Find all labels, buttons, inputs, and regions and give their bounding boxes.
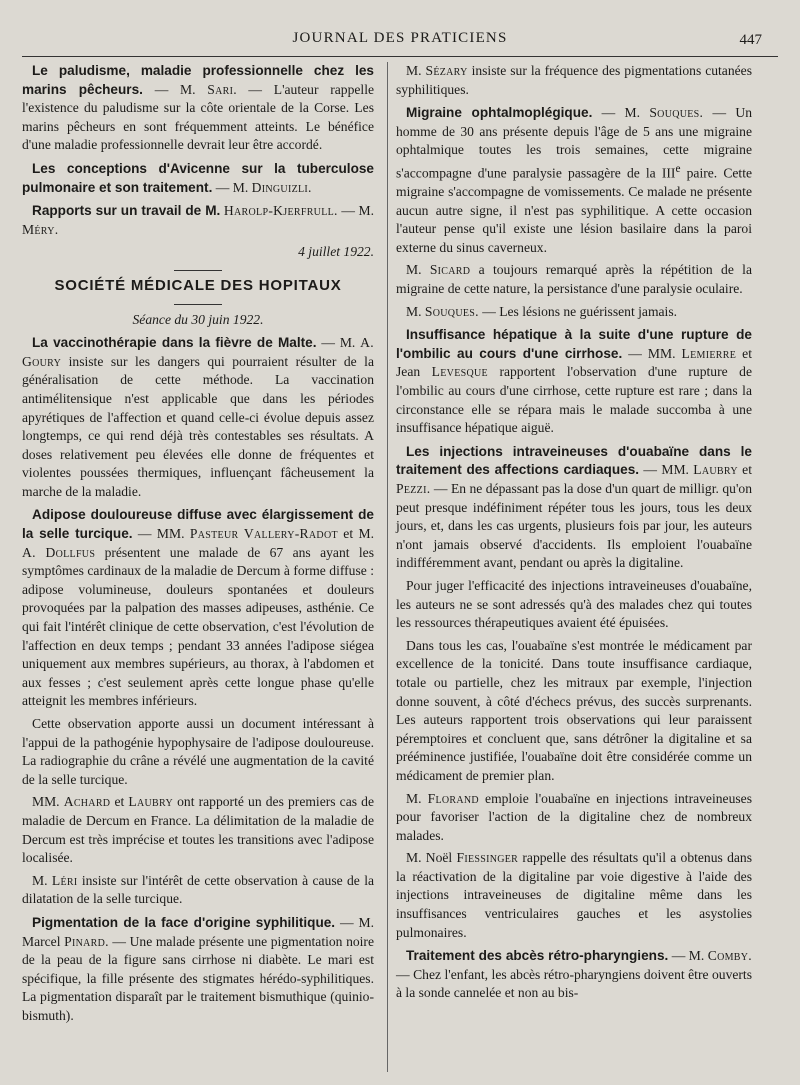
entry-text: En ne dépassant pas la dose d'un quart de milligr. qu'on peut presque indéfiniment répéter tous les jours, tous les deux jours, et, dans les cas urgents, plusieurs fois par jour, les auteurs n'ont jamais observé d'accidents. Ils emploient l'ouabaïne indifféremment avant, pendant ou après la digitaline. [396, 481, 752, 571]
entry-sicard: M. Sicard a toujours remarqué après la répétition de la migraine de cette nature, la persistance d'une paralysie oculaire. [396, 262, 752, 297]
entry-florand: M. Florand emploie l'ouabaïne en injections intraveineuses pour favoriser l'action de la digitaline chez de nombreux malades. [396, 790, 752, 843]
entry-text: paire. Cette migraine s'accompagne de vomissements. Ce malade ne présente aucun autre signe, il n'est pas syphilitique. A cette occasion l'auteur pense qu'il existe une lésion basilaire dans la paroi externe du sinus caverneux. [396, 165, 753, 255]
entry-title: Migraine ophtalmoplégique. [406, 105, 593, 121]
journal-title: JOURNAL DES PRATICIENS [292, 30, 508, 46]
entry-text: Chez l'enfant, les abcès rétro-pharyngiens doivent être ouverts à la sonde cannelée et non au bis- [396, 966, 753, 1001]
left-column [22, 62, 374, 1026]
entry-title: Insuffisance hépatique à la suite d'une rupture de l'ombilic au cours d'une cirrhose. [396, 327, 752, 361]
section-title: SOCIÉTÉ MÉDICALE DES HOPITAUX [54, 276, 342, 294]
entry-author: Souques. [424, 303, 479, 319]
entry-leri: M. Léri insiste sur l'intérêt de cette observation à cause de la dilatation de la selle turcique. [22, 872, 374, 907]
section-rule [174, 270, 222, 271]
entry-insuffisance: Insuffisance hépatique à la suite d'une rupture de l'ombilic au cours d'une cirrhose. — MM. Lemierre et Jean Levesque rapportent l'observation d'une rupture de l'ombilic au cours d'une cirrhose, cette rupture est rare ; dans la circonstance elle se répara mais le malade succomba à une insuffisance hépatique aiguë. [396, 327, 752, 436]
session-date: Séance du 30 juin 1922. [132, 311, 264, 327]
entry-author: Dinguizli. [251, 179, 312, 195]
right-column [396, 62, 752, 1003]
entry-achard: MM. Achard et Laubry ont rapporté un des premiers cas de maladie de Dercum en France. La délimitation de la maladie de Dercum est très imprécise et toutes les transitions avec l'adipose localisée. [22, 794, 374, 866]
entry-migraine: Migraine ophtalmoplégique. — M. Souques. — Un homme de 30 ans présente depuis l'âge de 5 ans une migraine ophtalmique toutes les trois semaines, cette migraine s'accompagne d'une paralysie passagère de la IIIe paire. Cette migraine s'accompagne de vomissements. Ce malade ne présente aucun autre signe, il n'est pas syphilitique. A cette occasion l'auteur pense qu'il existe une lésion basilaire dans la paroi externe du sinus caverneux. [396, 105, 753, 255]
entry-author: Laubry [693, 462, 738, 478]
entry-author: Léri [51, 872, 78, 888]
superscript: e [675, 162, 681, 175]
entry-text: insiste sur la fréquence des pigmentations cutanées syphilitiques. [396, 63, 752, 97]
entry-title: Les injections intraveineuses d'ouabaïne dans le traitement des affections cardiaques. [396, 443, 752, 478]
entry-fiessinger: M. Noël Fiessinger rappelle des résultats qu'il a obtenus dans la réactivation de la digitaline par voie digestive à l'aide des injections intraveineuses de digitaline même dans les insuffisances ventriculaires gauches et les asystolies pulmonaires. [396, 850, 752, 940]
entry-text: L'auteur rappelle l'existence du paludisme sur la côte orientale de la Corse. Les marins pêcheurs en sont fréquemment atteints. Le bénéfice d'une maladie professionnelle devrait leur être accordé. [22, 81, 375, 153]
entry-author: Souques. [649, 105, 704, 121]
entry-avicenne: Les conceptions d'Avicenne sur la tuberculose pulmonaire et son traitement. — M. Dinguizli. [22, 160, 374, 195]
entry-text: ont rapporté un des premiers cas de maladie de Dercum en France. La délimitation de la maladie de Dercum est très imprécise et toutes les transitions avec l'adipose localisée. [22, 794, 374, 866]
entry-author: Sézary [425, 63, 468, 78]
page-header [0, 30, 800, 52]
entry-vaccinotherapie: La vaccinothérapie dans la fièvre de Malte. — M. A. Goury insiste sur les dangers qui pourraient résulter de la généralisation de cette méthode. La vaccination antimélitensique n'est applicable que dans les périodes apyrétiques de l'affection et quand celle-ci évolue depuis assez longtemps, ce qui rend déjà très contestables ses résultats. A doses relativement peu élevées elle donne de fréquentes et violentes poussées thermiques, influençant fâcheusement la marche de la maladie. [22, 335, 374, 499]
entry-author-first: Noël [425, 850, 453, 866]
entry-ouabaine-cont: Pour juger l'efficacité des injections intraveineuses d'ouabaïne, les auteurs ne se sont adressés qu'à des malades chez qui toutes les ressources thérapeutiques avaient été épuisées. [396, 577, 752, 631]
entry-author: Sicard [429, 262, 471, 278]
entry-text: présentent une malade de 67 ans ayant les symptômes cardinaux de la maladie de Dercum à forme diffuse : adipose volumineuse, douleurs spontanées et douleurs provoquées par la palpation des masses adipeuses, asthénie. Ce qui fait l'intérêt clinique de cette observation, c'est l'évolution de l'affection en deux temps ; pendant 33 années l'adipose siégea uniquement aux membres supérieurs, au thorax, à l'abdomen et aux fesses ; c'est seulement après cette longue phase qu'elle atteignit les membres inférieurs. [22, 544, 375, 709]
entry-text: Une malade présente une pigmentation noire de la peau de la figure sans cirrhose ni diabète. Le mari est spécifique, la fille présente des stigmates hérédo-syphilitiques. La pigmentation disparaît par le traitement bismuthique (quinio-bismuth). [22, 933, 374, 1023]
entry-title: Le paludisme, maladie professionnelle chez les marins pêcheurs. [22, 63, 374, 97]
entry-author-first: Jean [396, 364, 421, 380]
entry-souques: M. Souques. — Les lésions ne guérissent jamais. [406, 303, 678, 319]
entry-author: Achard [63, 794, 111, 810]
entry-title: Traitement des abcès rétro-pharyngiens. [406, 948, 669, 964]
column-divider [387, 62, 388, 1072]
entry-ouabaine-cont: Dans tous les cas, l'ouabaïne s'est montrée le médicament par excellence de la tonicité. Dans toute insuffisance cardiaque, totale ou partielle, chez les mitraux par exemple, l'injection donne souvent, à côté d'échecs prévus, des succès surprenants. Les auteurs rapportent trois observations qui leur paraissent péremptoires et concluent que, sans détrôner la digitaline et sa prééminence justifiée, l'ouabaïne doit être considérée comme un médicament de premier plan. [396, 637, 752, 783]
entry-title: Les conceptions d'Avicenne sur la tuberculose pulmonaire et son traitement. [22, 160, 374, 195]
entry-author: Méry. [22, 221, 59, 237]
entry-pigmentation: Pigmentation de la face d'origine syphilitique. — M. Marcel Pinard. — Une malade présente une pigmentation noire de la peau de la figure sans cirrhose ni diabète. Le mari est spécifique, la fille présente des stigmates hérédo-syphilitiques. La pigmentation disparaît par le traitement bismuthique (quinio-bismuth). [22, 914, 374, 1023]
entry-title: Pigmentation de la face d'origine syphilitique. [32, 914, 336, 930]
header-rule [22, 56, 778, 57]
entry-text: Les lésions ne guérissent jamais. [499, 303, 678, 319]
entry-abces: Traitement des abcès rétro-pharyngiens. — M. Comby. — Chez l'enfant, les abcès rétro-pharyngiens doivent être ouverts à la sonde cannelée et non au bis- [396, 948, 753, 1001]
entry-author: Florand [427, 790, 479, 806]
entry-author-first: Marcel [22, 933, 61, 949]
entry-text: rapportent l'observation d'une rupture de l'ombilic au cours d'une cirrhose, cette rupture est rare ; dans la circonstance elle se répara mais le malade succomba à une insuffisance hépatique aiguë. [396, 364, 752, 436]
entry-author: Lemierre [681, 345, 737, 361]
page-number: 447 [739, 32, 762, 48]
entry-text: insiste sur les dangers qui pourraient résulter de la généralisation de cette méthode. La vaccination antimélitensique n'est applicable que dans les périodes apyrétiques de l'affection et quand celle-ci évolue depuis assez longtemps, ce qui rend déjà très contestables ses résultats. A doses relativement peu élevées elle donne de fréquentes et violentes poussées thermiques, influençant fâcheusement la marche de la maladie. [22, 353, 374, 499]
entry-paludisme: Le paludisme, maladie professionnelle chez les marins pêcheurs. — M. Sari. — L'auteur rappelle l'existence du paludisme sur la côte orientale de la Corse. Les marins pêcheurs en sont fréquemment atteints. Le bénéfice d'une maladie professionnelle devrait leur être accordé. [22, 63, 375, 153]
entry-author: Laubry [128, 794, 173, 810]
entry-adipose-cont: Cette observation apporte aussi un document intéressant à l'appui de la pathogénie hypophysaire de l'adipose douloureuse. La radiographie du crâne a révélé une augmentation de la cavité de la selle turcique. [22, 716, 374, 787]
entry-author: Pasteur Vallery-Radot [189, 526, 338, 542]
entry-author: A. Dollfus [22, 544, 96, 560]
entry-text: rappelle des résultats qu'il a obtenus dans la réactivation de la digitaline par voie digestive à l'aide des injections intraveineuses de digitaline même dans les insuffisances ventriculaires gauches et les asystolies pulmonaires. [396, 850, 752, 940]
entry-text: insiste sur l'intérêt de cette observation à cause de la dilatation de la selle turcique. [22, 872, 374, 907]
entry-author: Comby. [707, 948, 752, 964]
entry-title: Rapports sur un travail de M. [32, 203, 221, 219]
section-rule [174, 304, 222, 305]
entry-ouabaine: Les injections intraveineuses d'ouabaïne dans le traitement des affections cardiaques. — MM. Laubry et Pezzi. — En ne dépassant pas la dose d'un quart de milligr. qu'on peut presque indéfiniment répéter tous les jours, tous les deux jours, et, dans les cas urgents, plusieurs fois par jour, les auteurs n'ont jamais observé d'accidents. Ils emploient l'ouabaïne indifféremment avant, pendant ou après la digitaline. [396, 443, 752, 571]
entry-author: Levesque [431, 364, 488, 380]
entry-date: 4 juillet 1922. [298, 244, 374, 260]
entry-rapports: Rapports sur un travail de M. Harolp-Kjerfrull. — M. Méry. [22, 203, 374, 237]
entry-author: Pezzi. [396, 481, 431, 496]
entry-author: Sari [207, 81, 234, 97]
entry-title: La vaccinothérapie dans la fièvre de Malte. [32, 335, 317, 351]
entry-title: Adipose douloureuse diffuse avec élargissement de la selle turcique. [22, 507, 374, 542]
entry-text: Un homme de 30 ans présente depuis l'âge de 5 ans une migraine ophtalmique toutes les trois semaines, cette migraine s'accompagne d'une paralysie passagère de la [396, 105, 753, 181]
entry-author: Pinard. [64, 933, 109, 949]
entry-author: Fiessinger [456, 850, 519, 866]
entry-author: A. Goury [22, 335, 374, 369]
entry-text: a toujours remarqué après la répétition de la migraine de cette nature, la persistance d'une paralysie oculaire. [396, 262, 752, 297]
entry-adipose: Adipose douloureuse diffuse avec élargissement de la selle turcique. — MM. Pasteur Vallery-Radot et M. A. Dollfus présentent une malade de 67 ans ayant les symptômes cardinaux de la maladie de Dercum à forme diffuse : adipose volumineuse, douleurs spontanées et douleurs provoquées par la palpation des masses adipeuses, asthénie. Ce qui fait l'intérêt clinique de cette observation, c'est l'évolution de l'affection en deux temps ; pendant 33 années l'adipose siégea uniquement aux membres supérieurs, au thorax, à l'abdomen et aux fesses ; c'est seulement après cette longue phase qu'elle atteignit les membres inférieurs. [22, 507, 375, 709]
entry-sezary: M. Sézary insiste sur la fréquence des pigmentations cutanées syphilitiques. [396, 63, 752, 97]
entry-text: emploie l'ouabaïne en injections intraveineuses pour favoriser l'action de la digitaline chez de nombreux malades. [396, 790, 752, 843]
entry-title-name: Harolp-Kjerfrull. [223, 203, 338, 219]
roman-numeral: III [661, 165, 676, 181]
